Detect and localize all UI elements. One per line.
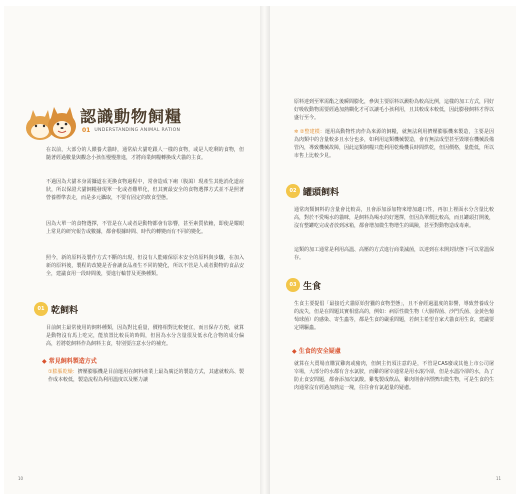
right-page bbox=[270, 6, 516, 494]
section-badge-number: 03 bbox=[289, 282, 297, 288]
shiba-dog-illustration bbox=[22, 98, 80, 144]
section-heading-raw bbox=[286, 278, 321, 292]
item-label: ①膨脹乾燥： bbox=[48, 369, 78, 375]
section-badge-icon bbox=[286, 184, 300, 198]
section-title: 生食 bbox=[303, 281, 322, 292]
page-gutter bbox=[260, 6, 270, 494]
left-page bbox=[4, 6, 260, 494]
chapter-subtitle-number: 01 bbox=[82, 127, 91, 134]
raw-paragraph-2: 就算在大賣場直購買雞肉或豬肉，但飼主仍須注意的是，不管是CAS廢或其他上市公司屠宰場，大部分的水都有含水氯胺，而雞的屠宰通常是用水滾冷卻，但是水溫冷卻的水，為了防止食安問題，都會添加次氯酸。雞隻製成飲品，雞肉則會沖漂擠出微生物，可是生食的生肉通常沒有經過加熱這一塊，往往會有氯超量的疑慮。 bbox=[294, 361, 495, 391]
star-bullet-icon: ✲ bbox=[294, 129, 300, 135]
diamond-bullet-icon: ◆ bbox=[42, 358, 49, 365]
page-number-right: 11 bbox=[496, 476, 502, 481]
right-item-2 bbox=[294, 128, 494, 160]
subheading-raw-safety bbox=[292, 346, 341, 355]
canned-paragraph-1: 通常肉類飼料的含量會比較高，且會添加添加物來增加適口性，再加上裡面水分含量比較高，對於不愛喝水的貓咪，是飼料為喝水的好選擇，但因為單價比較高，而且罐頭打開後，沒有整罐吃完或者放到冰箱，都會增加微生物增生的風險，甚至對動物造成毒素。 bbox=[294, 207, 495, 229]
item-label: ②整建模： bbox=[299, 129, 326, 135]
subheading-text: 常見飼料製造方式 bbox=[48, 358, 97, 365]
manufacturing-item-1 bbox=[48, 368, 244, 384]
section-heading-canned bbox=[286, 184, 339, 198]
section-badge-number: 01 bbox=[37, 306, 45, 312]
chapter-title: 認識動物飼糧 bbox=[80, 107, 183, 126]
chapter-subtitle-row bbox=[82, 127, 180, 134]
section-heading-dry-food bbox=[34, 302, 78, 316]
item-text: 擠壓膨脹機是目前運用在飼料產業上最為廣泛的製造方式，其處就較高、製作成本較低，製造流程為利用溫度以及壓力讓 bbox=[48, 369, 245, 383]
canned-paragraph-2: 這類的加工通常是利用高溫、高壓的方式進行商業滅菌，以達到在未開封狀態下可以常溫保存。 bbox=[294, 247, 495, 261]
book-spread bbox=[4, 6, 516, 494]
subheading-manufacturing bbox=[42, 356, 97, 365]
page-number-left: 10 bbox=[18, 476, 24, 481]
section-badge-icon bbox=[34, 302, 48, 316]
subheading-text: 生食的安全疑慮 bbox=[298, 348, 341, 355]
section-badge-icon bbox=[286, 278, 300, 292]
section-title: 罐頭飼料 bbox=[303, 187, 340, 198]
chapter-subtitle: UNDERSTANDING ANIMAL RATION bbox=[94, 128, 181, 133]
left-para-1: 在以前，大部分的人餵養犬貓時，通常給犬貓吃跟人一樣的食物，或是人吃剩的食物，但隨著經過數量與觀念小孩伍慢慢推進，才將商業飼糧轉換成犬貓的主食。 bbox=[46, 147, 244, 161]
left-para-4: 照今，新的原料及製作方式不斷的出現，但沒有人能確保原本安全的原料與步驟，在加入新的原料後，製程的改變是否會讓食品產生不同的變化，所以不管是人或者動物的食品安全，建議食用一段時間後，要進行輪替及更換種類。 bbox=[46, 255, 244, 277]
raw-paragraph-1: 生食主要提倡「最接近犬貓原始狩獵的食物型態」，且不會經過溫度的影響，導致營養成分的流失，但是在問題其實相當高的，例如：病原性微生物（大腸桿菌、沙門氏菌、金黃色葡萄球菌）的感染、寄生蟲等，都是生食的嚴重問題，若飼主希望自家犬貓食用生食，建議要定期驅蟲。 bbox=[294, 301, 495, 331]
section-title: 乾飼料 bbox=[51, 305, 79, 316]
diamond-bullet-icon: ◆ bbox=[292, 348, 299, 355]
item-text: 運用高動物性肉作為來源的飼糧，就無法利用擠壓膨脹機來製造，主要是因為肉類中的含量較多且水分也多，如利用這類機械製造，會有無法成型甚至毀壞在機械設備管內，導致機械故障，因此這類飼糧只能利用乾燥機長時間烘乾，但因價格，量能低，所以市售上比較少見。 bbox=[294, 129, 495, 159]
left-para-3: 因為大單一的食物選擇，不管是在人或者是動物都會有影響，甚至素質依賴，即使是耀眼上常見的研究報告或數據，都會根據時間、時代的轉變而有不同的變化。 bbox=[46, 221, 244, 235]
section-badge-number: 02 bbox=[289, 188, 297, 194]
left-para-2: 不過因為犬貓本身需攝道在更換食物過程中，常會造成下痢（腹瀉）現產生其他消化道症狀，所以保證犬貓飼糧發現單一化或者難單化，但其實最安全的食物選擇方式並不是照著營養標準表走，而是多元攝取，不要有固定的飲食型態。 bbox=[46, 179, 244, 201]
right-para-1: 原料達到至單需酯之後瞬間膨化，參與主要原料以澱粉為較高比例，這樣的加工方式，同好好吸收動物需要經過加熱糊化才可以讓毛小孩利用，且其較成本較低，因此膨發飼料才得以盛行至今。 bbox=[294, 99, 495, 121]
dry-food-paragraph: 目前飼主最常使用的飼料種類，因為對比重量，價格相對比較便宜，而且保存方便，就算是動物沒有馬上吃完，能放置比較長的時間，但因為水分含量很及低水化合物的成分偏高，若將乾飼料作為飼料主食，特別要注意水分的補充。 bbox=[46, 325, 244, 347]
